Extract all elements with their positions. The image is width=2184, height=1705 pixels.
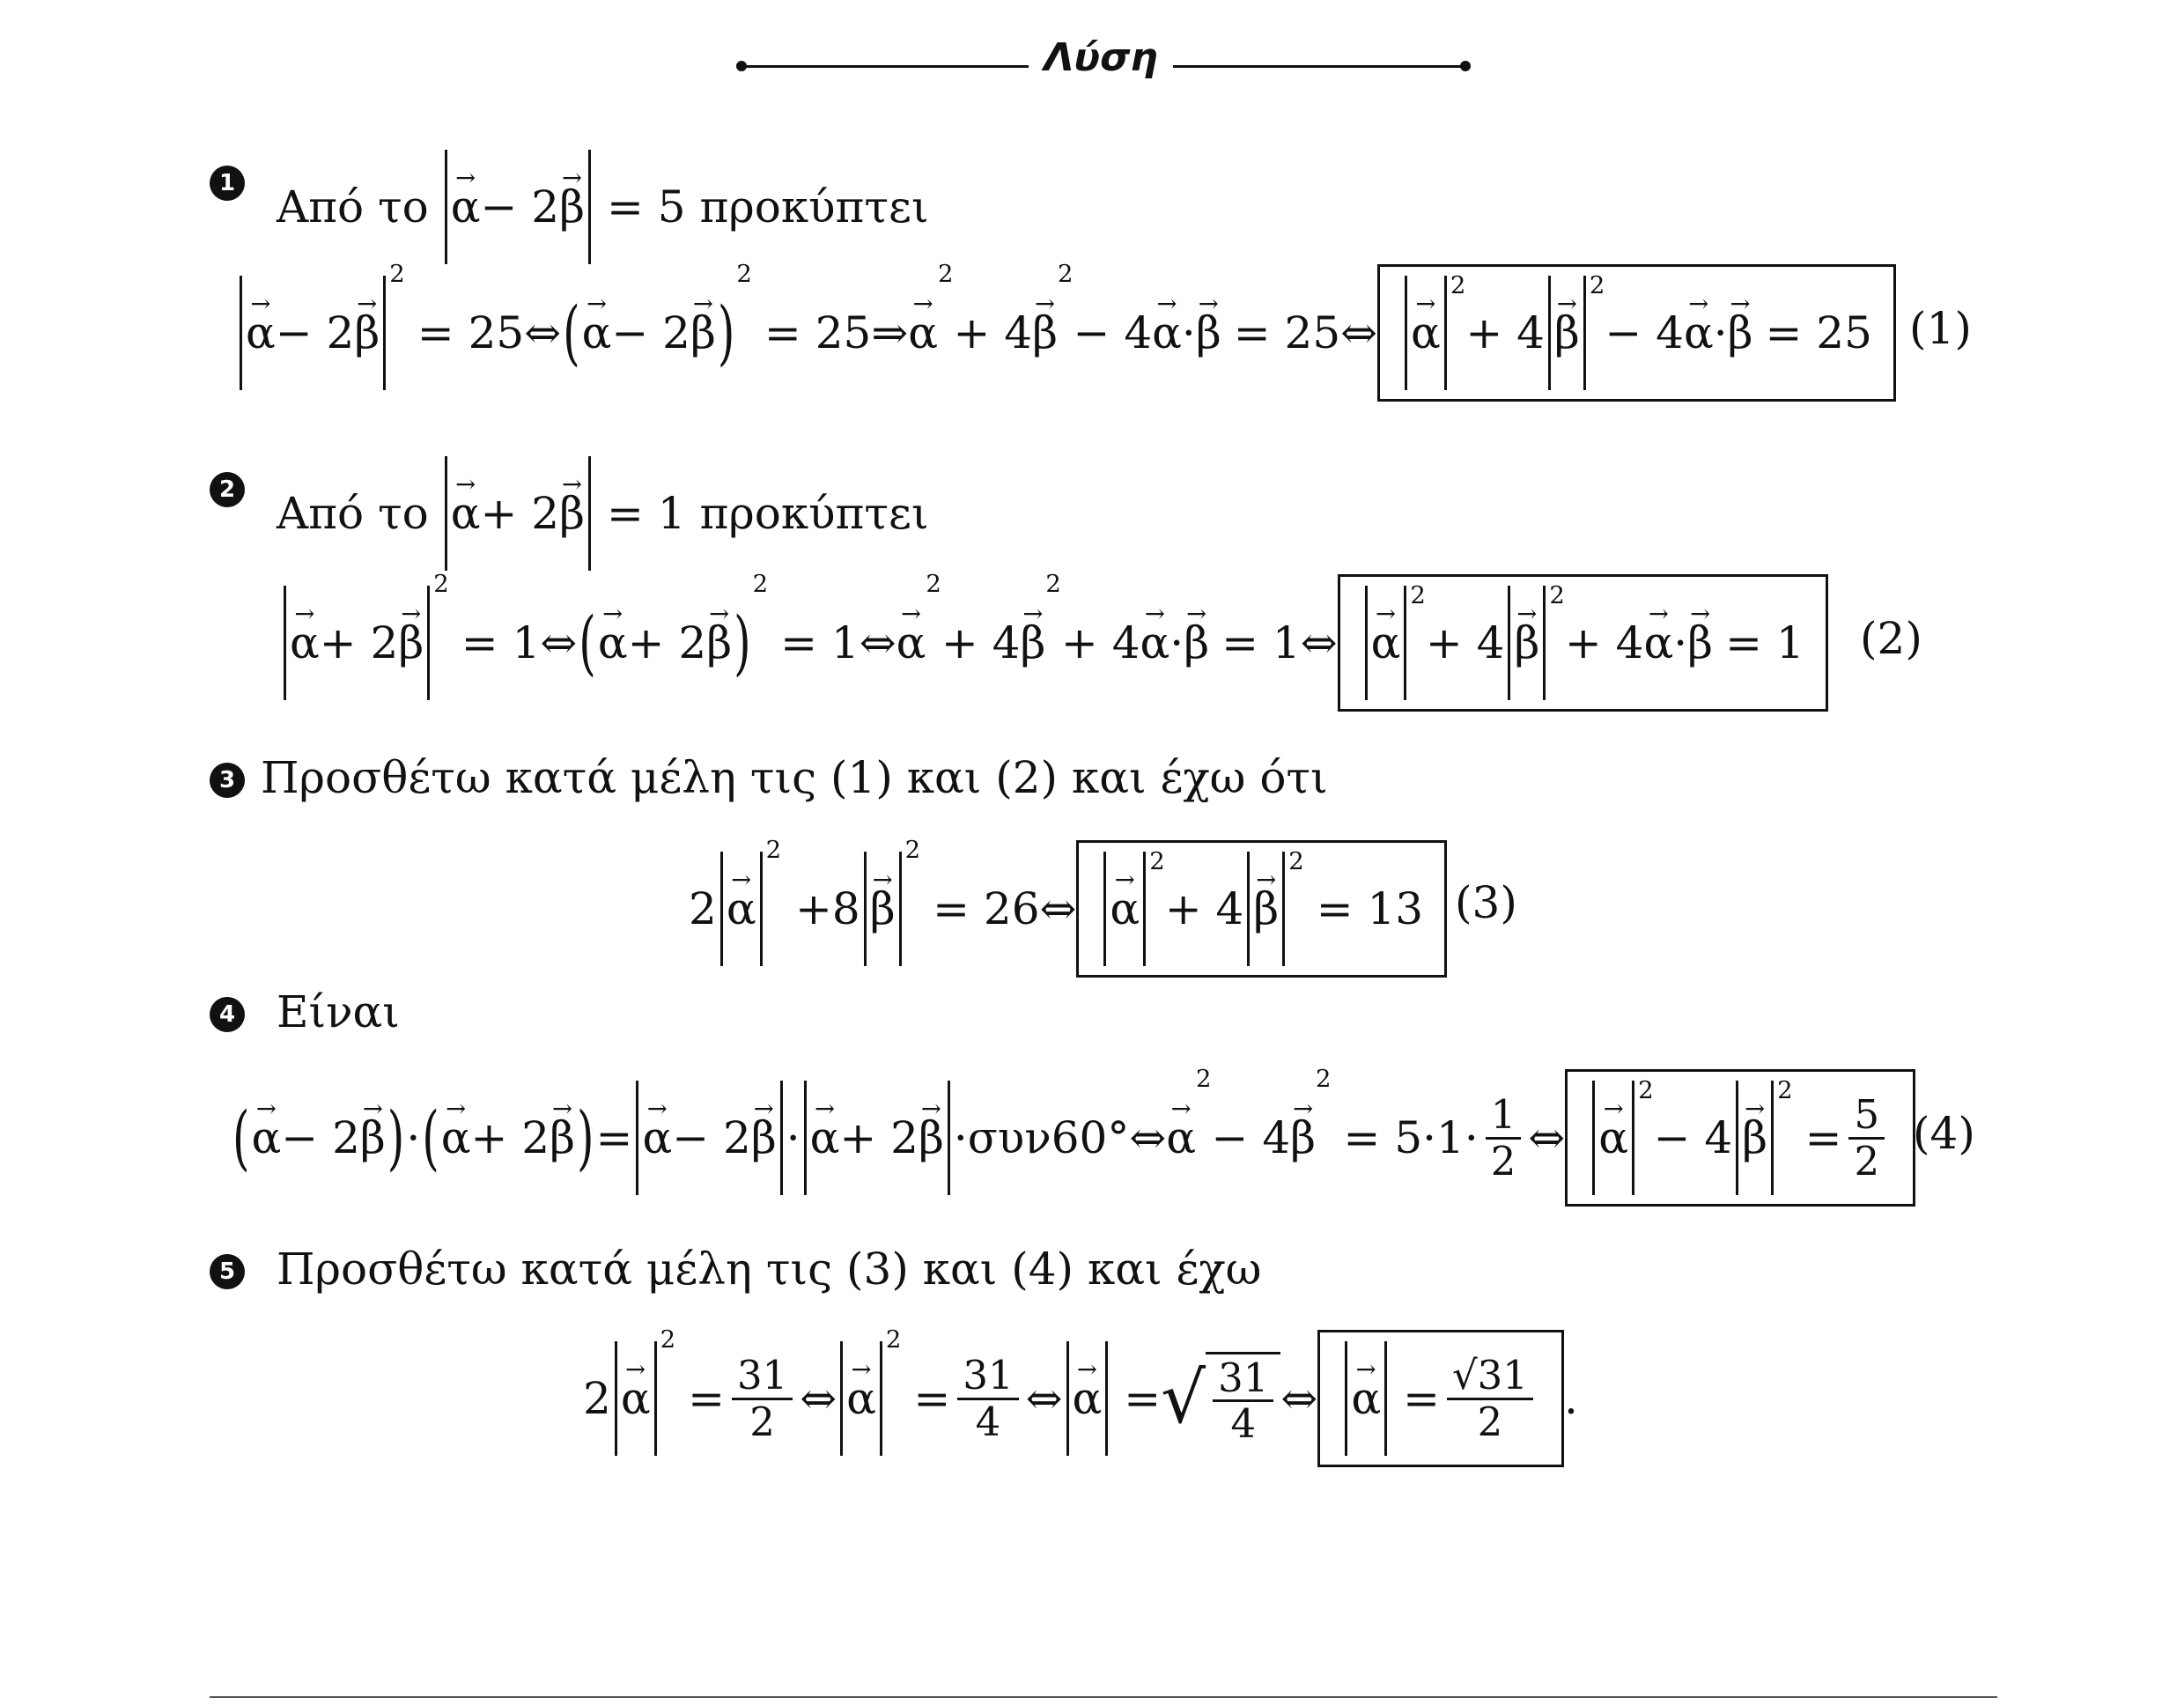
footer-rule: [210, 1696, 1997, 1698]
vec-alpha: → α: [1140, 617, 1170, 668]
op: − 2: [672, 1112, 751, 1163]
header-rule-right: [1173, 65, 1464, 68]
vec-beta: → β: [706, 617, 732, 668]
boxed-result-4: [1565, 1069, 1915, 1207]
vec-alpha: → α: [290, 617, 320, 668]
abs-bar: [445, 150, 447, 264]
exp: 2: [1058, 259, 1074, 288]
cos60: ·συν60°: [953, 1112, 1130, 1163]
step-1-intro-tail: = 5 προκύπτει: [607, 181, 929, 232]
abs-bar: [840, 1341, 843, 1456]
eq: =: [1403, 1373, 1440, 1424]
fraction-half: [1486, 1093, 1522, 1183]
abs-bar: [1365, 586, 1368, 700]
op: − 4: [1605, 307, 1684, 358]
vec-alpha: → α: [896, 617, 926, 668]
vec-alpha: → α: [1684, 307, 1714, 358]
abs-bar: [1405, 276, 1407, 390]
abs-bar: [899, 852, 902, 966]
rhs: = 5·1·: [1343, 1112, 1479, 1163]
paren: (: [563, 292, 580, 374]
vec-alpha: → α: [441, 1112, 471, 1163]
vec-beta: → β: [398, 617, 424, 668]
abs-bar: [804, 1081, 807, 1195]
op: + 4: [1465, 307, 1545, 358]
step-2-badge: 2: [210, 472, 245, 507]
op: − 2: [275, 307, 355, 358]
eq: =: [1124, 1373, 1162, 1424]
rhs: = 1: [1725, 617, 1804, 668]
op: − 2: [480, 181, 560, 232]
vec-alpha: → α: [1644, 617, 1674, 668]
paren: (: [422, 1096, 439, 1179]
equation-tag-4: (4): [1913, 1108, 1975, 1159]
op: + 2: [319, 617, 399, 668]
abs-bar: [240, 276, 242, 390]
denominator: 4: [1230, 1400, 1257, 1447]
abs-bar: [1282, 852, 1285, 966]
eq: =: [688, 1373, 725, 1424]
vec-alpha: → α: [582, 307, 612, 358]
vec-alpha: → α: [1166, 1112, 1196, 1163]
iff: ⇔: [859, 617, 896, 668]
abs-bar: [588, 150, 591, 264]
abs-bar: [864, 852, 867, 966]
vec-beta: → β: [1032, 307, 1058, 358]
sqrt-radicand: [1206, 1352, 1280, 1446]
vec-beta: → β: [550, 1112, 575, 1163]
vec-beta: → β: [1253, 883, 1279, 934]
exp: 2: [1638, 1075, 1654, 1104]
abs-bar: [1771, 1081, 1774, 1195]
exp: 2: [1450, 270, 1466, 299]
iff: ⇔: [1280, 1373, 1318, 1424]
op: + 4: [1564, 617, 1644, 668]
abs-bar: [1404, 586, 1406, 700]
vec-beta: → β: [354, 307, 380, 358]
paren: ): [387, 1096, 405, 1179]
header-rule-left: [742, 65, 1029, 68]
vec-beta: → β: [1021, 617, 1046, 668]
vec-alpha: → α: [642, 1112, 672, 1163]
abs-bar: [1345, 1341, 1347, 1456]
vec-beta: → β: [1728, 307, 1753, 358]
vec-alpha: → α: [451, 488, 481, 539]
iff: ⇔: [524, 307, 562, 358]
coef: 2: [689, 883, 717, 934]
exp: 2: [885, 1325, 902, 1354]
abs-bar: [284, 586, 286, 700]
abs-bar: [1066, 1341, 1069, 1456]
equation-2: [280, 569, 1828, 712]
op: − 4: [1073, 307, 1153, 358]
step-1-badge: 1: [210, 166, 245, 201]
step-1-intro: [277, 150, 929, 264]
abs-bar: [588, 456, 591, 571]
abs-bar: [1543, 586, 1546, 700]
vec-alpha: → α: [1073, 1373, 1103, 1424]
vec-alpha: → α: [727, 883, 756, 934]
paren: ): [717, 292, 735, 374]
vec-alpha: → α: [598, 617, 628, 668]
exp: 2: [1288, 846, 1304, 875]
vec-alpha: → α: [908, 307, 938, 358]
abs-bar: [1384, 1341, 1387, 1456]
abs-bar: [1736, 1081, 1738, 1195]
vec-beta: → β: [1290, 1112, 1316, 1163]
abs-bar: [427, 586, 430, 700]
abs-bar: [1508, 586, 1510, 700]
eq: =: [1804, 1112, 1842, 1163]
exp: 2: [1549, 580, 1565, 609]
iff: ⇔: [1300, 617, 1338, 668]
numerator: 31: [732, 1354, 793, 1400]
paren: ): [577, 1096, 594, 1179]
denominator: 2: [1490, 1137, 1516, 1185]
implies: ⇒: [871, 307, 909, 358]
numerator: √31: [1447, 1354, 1533, 1400]
vec-alpha: → α: [451, 181, 481, 232]
vec-beta: → β: [1687, 617, 1713, 668]
exp: 2: [1045, 569, 1061, 598]
iff: ⇔: [1528, 1112, 1566, 1163]
abs-bar: [1444, 276, 1447, 390]
equation-1: [236, 259, 1896, 402]
eq: =: [913, 1373, 951, 1424]
equation-tag-2: (2): [1860, 613, 1922, 664]
op: − 4: [1653, 1112, 1733, 1163]
vec-alpha: → α: [246, 307, 276, 358]
rhs: = 25: [417, 307, 525, 358]
vec-alpha: → α: [1110, 883, 1140, 934]
exp: 2: [433, 569, 449, 598]
step-4-intro: Είναι: [277, 986, 400, 1037]
op: − 2: [281, 1112, 360, 1163]
exp: 2: [660, 1325, 676, 1354]
step-5-badge: 5: [210, 1254, 245, 1289]
abs-bar: [880, 1341, 882, 1456]
iff: ⇔: [800, 1373, 837, 1424]
abs-bar: [780, 1081, 783, 1195]
denominator: 2: [1477, 1398, 1503, 1445]
exp: 2: [765, 835, 782, 864]
op: − 4: [1211, 1112, 1291, 1163]
step-2-intro-tail: = 1 προκύπτει: [607, 488, 929, 539]
vec-beta: → β: [1196, 307, 1221, 358]
op: + 2: [627, 617, 707, 668]
rhs: = 1: [461, 617, 541, 668]
dot: ·: [406, 1112, 421, 1163]
exp: 2: [752, 569, 769, 598]
iff: ⇔: [1039, 883, 1077, 934]
denominator: 4: [975, 1398, 1001, 1445]
header-dot-right: [1460, 61, 1471, 71]
vec-alpha: → α: [1371, 617, 1401, 668]
fraction-31-2: [732, 1354, 793, 1443]
abs-bar: [948, 1081, 950, 1195]
period: .: [1563, 1373, 1578, 1424]
step-3-intro: Προσθέτω κατά μέλη τις (1) και (2) και έχω ότι: [261, 752, 1328, 803]
rhs: = 25: [764, 307, 872, 358]
step-2-intro: [277, 456, 929, 571]
fraction-31-4: [1213, 1356, 1273, 1446]
abs-bar: [615, 1341, 617, 1456]
iff: ⇔: [1129, 1112, 1167, 1163]
vec-beta: → β: [360, 1112, 386, 1163]
vec-alpha: → α: [1351, 1373, 1381, 1424]
op: + 2: [839, 1112, 919, 1163]
abs-bar: [1592, 1081, 1595, 1195]
op: +: [781, 883, 832, 934]
iff: ⇔: [540, 617, 578, 668]
op: + 4: [1164, 883, 1244, 934]
denominator: 2: [749, 1398, 775, 1445]
rhs: = 13: [1316, 883, 1424, 934]
abs-bar: [445, 456, 447, 571]
abs-bar: [383, 276, 386, 390]
exp: 2: [736, 259, 752, 288]
exp: 2: [1149, 846, 1165, 875]
dot: ·: [1169, 617, 1184, 668]
op: + 2: [470, 1112, 550, 1163]
abs-bar: [760, 852, 763, 966]
vec-beta: → β: [751, 1112, 777, 1163]
numerator: 31: [957, 1354, 1018, 1400]
exp: 2: [904, 835, 921, 864]
abs-bar: [1583, 276, 1586, 390]
equation-3: [689, 835, 1447, 978]
op: + 4: [1425, 617, 1505, 668]
abs-bar: [1143, 852, 1146, 966]
fraction-five-halves: [1848, 1093, 1885, 1183]
vec-beta: → β: [1554, 307, 1580, 358]
vec-alpha: → α: [1152, 307, 1182, 358]
dot: ·: [1181, 307, 1196, 358]
boxed-result-1: [1377, 264, 1896, 402]
exp: 2: [1589, 270, 1605, 299]
vec-beta: → β: [870, 883, 896, 934]
exp: 2: [1777, 1075, 1793, 1104]
rhs: = 25: [1765, 307, 1872, 358]
boxed-result-3: [1076, 840, 1447, 978]
exp: 2: [926, 569, 941, 598]
rhs: = 26: [933, 883, 1040, 934]
vec-beta: → β: [1514, 617, 1539, 668]
exp: 2: [1196, 1064, 1212, 1093]
rhs: = 1: [780, 617, 860, 668]
abs-bar: [1548, 276, 1551, 390]
boxed-result-5: [1317, 1330, 1564, 1467]
equation-tag-3: (3): [1455, 877, 1517, 928]
paren: (: [579, 602, 596, 684]
vec-alpha: → α: [621, 1373, 651, 1424]
exp: 2: [389, 259, 405, 288]
vec-beta: → β: [690, 307, 716, 358]
equation-4: [231, 1064, 1915, 1207]
abs-bar: [720, 852, 723, 966]
op: − 2: [611, 307, 690, 358]
boxed-result-2: [1338, 574, 1828, 712]
rhs: = 1: [1221, 617, 1301, 668]
abs-bar: [1103, 852, 1106, 966]
vec-beta: → β: [559, 488, 585, 539]
coef: 8: [831, 883, 860, 934]
vec-beta: → β: [1742, 1112, 1767, 1163]
sqrt-sign: √: [1161, 1357, 1206, 1439]
denominator: 2: [1854, 1137, 1880, 1185]
vec-alpha: → α: [1598, 1112, 1628, 1163]
rhs: = 25: [1233, 307, 1341, 358]
op: + 4: [1060, 617, 1140, 668]
paren: ): [734, 602, 751, 684]
coef: 2: [583, 1373, 611, 1424]
dot: ·: [1673, 617, 1688, 668]
step-1-intro-text: Από το: [277, 181, 429, 232]
abs-bar: [1632, 1081, 1634, 1195]
exp: 2: [938, 259, 954, 288]
vec-beta: → β: [919, 1112, 944, 1163]
fraction-31-4: [957, 1354, 1018, 1443]
dot: ·: [786, 1112, 801, 1163]
abs-bar: [1247, 852, 1250, 966]
op: + 4: [953, 307, 1033, 358]
vec-alpha: → α: [810, 1112, 840, 1163]
step-3-badge: 3: [210, 763, 245, 798]
iff: ⇔: [1340, 307, 1378, 358]
fraction-sqrt31-2: [1447, 1354, 1533, 1443]
step-4-badge: 4: [210, 997, 245, 1032]
eq: =: [595, 1112, 633, 1163]
abs-bar: [654, 1341, 657, 1456]
vec-alpha: → α: [252, 1112, 282, 1163]
vec-beta: → β: [559, 181, 585, 232]
numerator: 31: [1213, 1356, 1273, 1403]
iff: ⇔: [1025, 1373, 1063, 1424]
vec-alpha: → α: [846, 1373, 876, 1424]
op: + 4: [941, 617, 1021, 668]
abs-bar: [1105, 1341, 1108, 1456]
numerator: 5: [1848, 1093, 1885, 1140]
abs-bar: [636, 1081, 638, 1195]
dot: ·: [1713, 307, 1728, 358]
op: + 2: [480, 488, 560, 539]
vec-beta: → β: [1184, 617, 1209, 668]
step-5-intro: Προσθέτω κατά μέλη τις (3) και (4) και έχω: [277, 1244, 1262, 1295]
page-title: Λύση: [1044, 35, 1158, 80]
paren: (: [232, 1096, 250, 1179]
exp: 2: [1410, 580, 1426, 609]
step-2-intro-text: Από το: [277, 488, 429, 539]
numerator: 1: [1486, 1093, 1522, 1140]
vec-alpha: → α: [1411, 307, 1441, 358]
equation-5: [583, 1325, 1578, 1467]
equation-tag-1: (1): [1909, 303, 1972, 354]
exp: 2: [1316, 1064, 1332, 1093]
